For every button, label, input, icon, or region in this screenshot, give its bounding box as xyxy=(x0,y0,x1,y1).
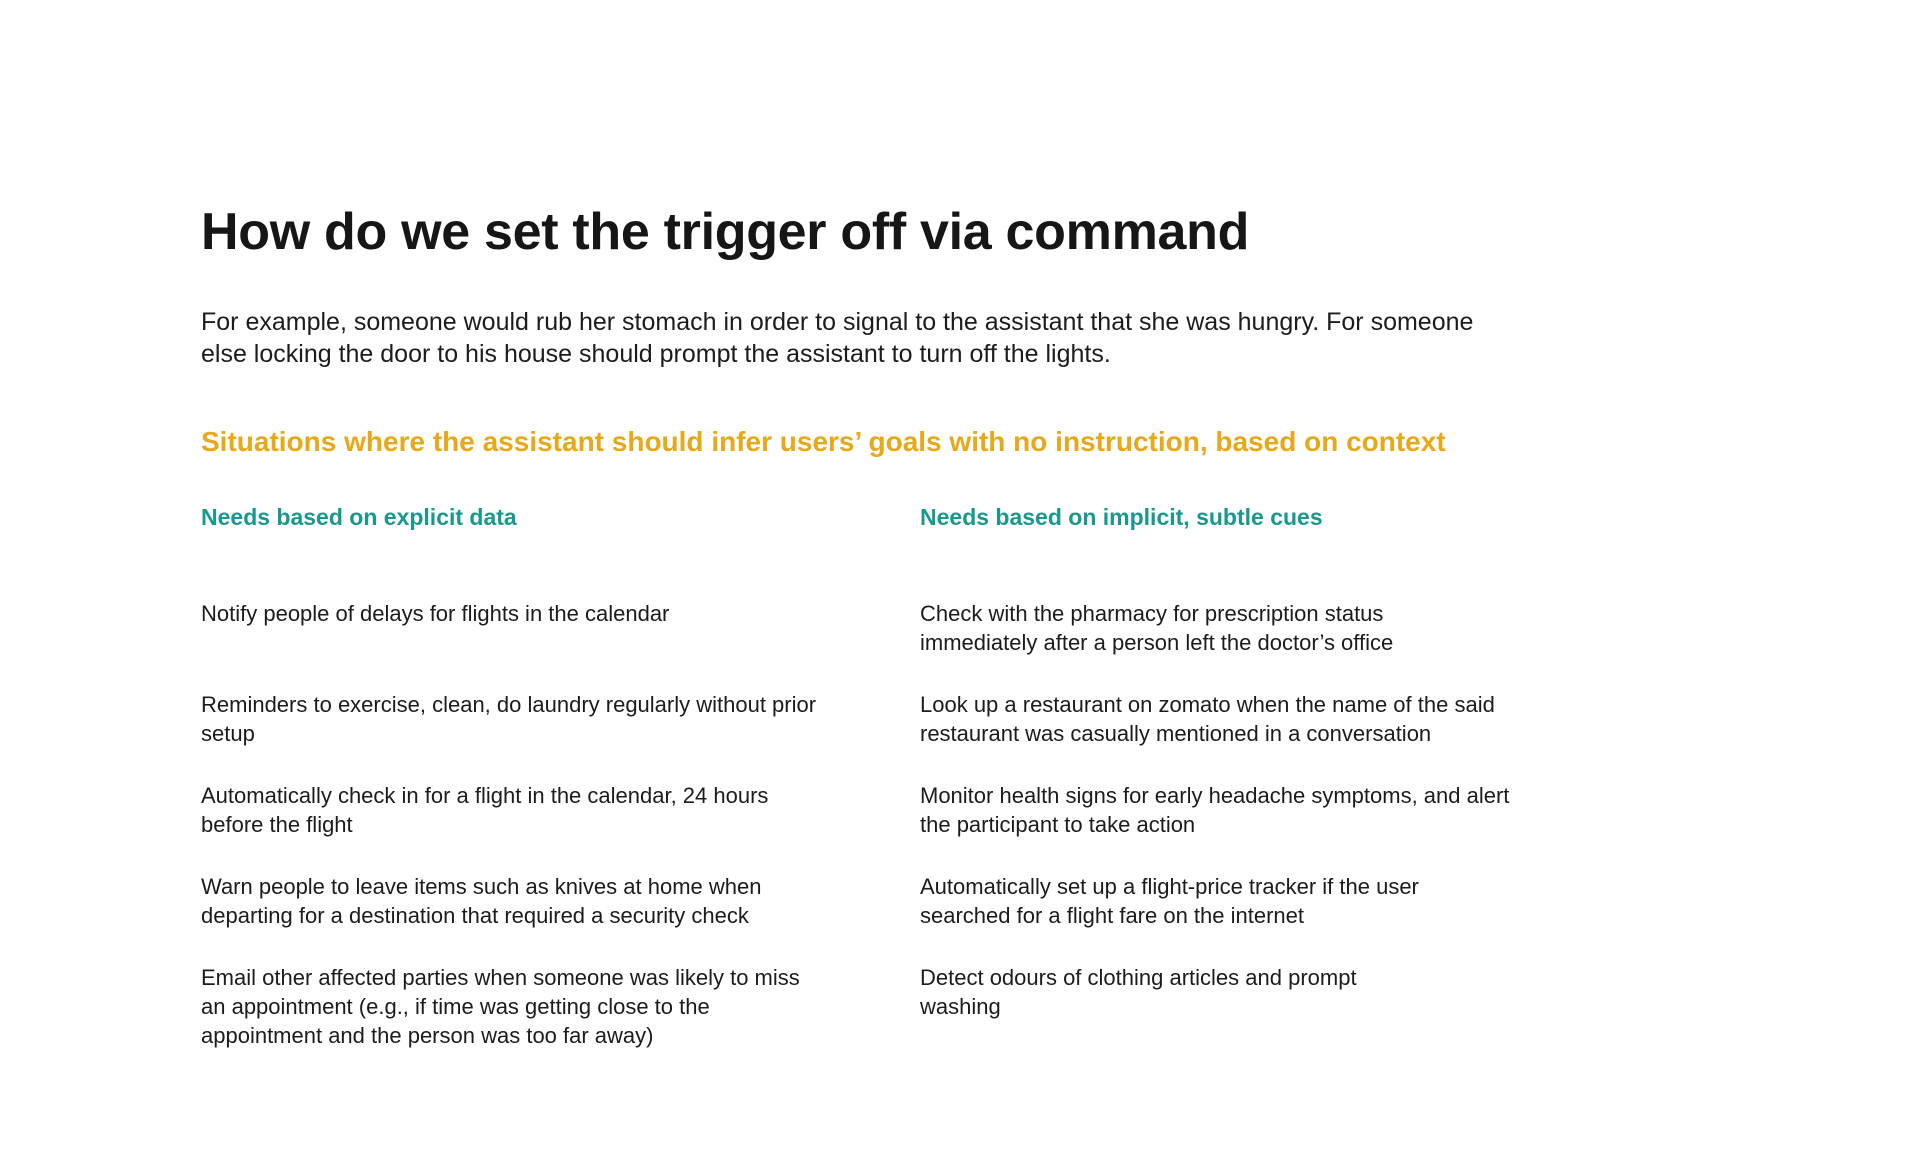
list-item: Detect odours of clothing articles and prompt washing xyxy=(920,965,1357,1019)
list-item: Automatically set up a flight-price tracker if the user searched for a flight fare on the internet xyxy=(920,874,1419,928)
implicit-needs-column xyxy=(920,502,1560,1019)
list-item: Automatically check in for a flight in the calendar, 24 hours before the flight xyxy=(201,783,769,837)
list-item: Monitor health signs for early headache symptoms, and alert the participant to take action xyxy=(920,783,1510,837)
list-item: Notify people of delays for flights in the calendar xyxy=(201,601,670,626)
column-heading-implicit: Needs based on implicit, subtle cues xyxy=(920,504,1323,530)
intro-paragraph: For example, someone would rub her stomach in order to signal to the assistant that she was hungry. For someone else locking the door to his house should prompt the assistant to turn off the lights. xyxy=(201,308,1474,368)
explicit-needs-column xyxy=(201,502,841,1048)
page-title: How do we set the trigger off via command xyxy=(201,203,1250,261)
list-item: Reminders to exercise, clean, do laundry regularly without prior setup xyxy=(201,692,817,746)
column-heading-explicit: Needs based on explicit data xyxy=(201,504,517,530)
list-item: Email other affected parties when someone was likely to miss an appointment (e.g., if time was getting close to the appointment and the person was too far away) xyxy=(201,965,800,1048)
section-heading: Situations where the assistant should infer users’ goals with no instruction, based on context xyxy=(201,426,1446,457)
list-item: Look up a restaurant on zomato when the name of the said restaurant was casually mentioned in a conversation xyxy=(920,692,1495,746)
list-item: Check with the pharmacy for prescription status immediately after a person left the doctor’s office xyxy=(920,601,1394,655)
list-item: Warn people to leave items such as knives at home when departing for a destination that required a security check xyxy=(201,874,762,928)
